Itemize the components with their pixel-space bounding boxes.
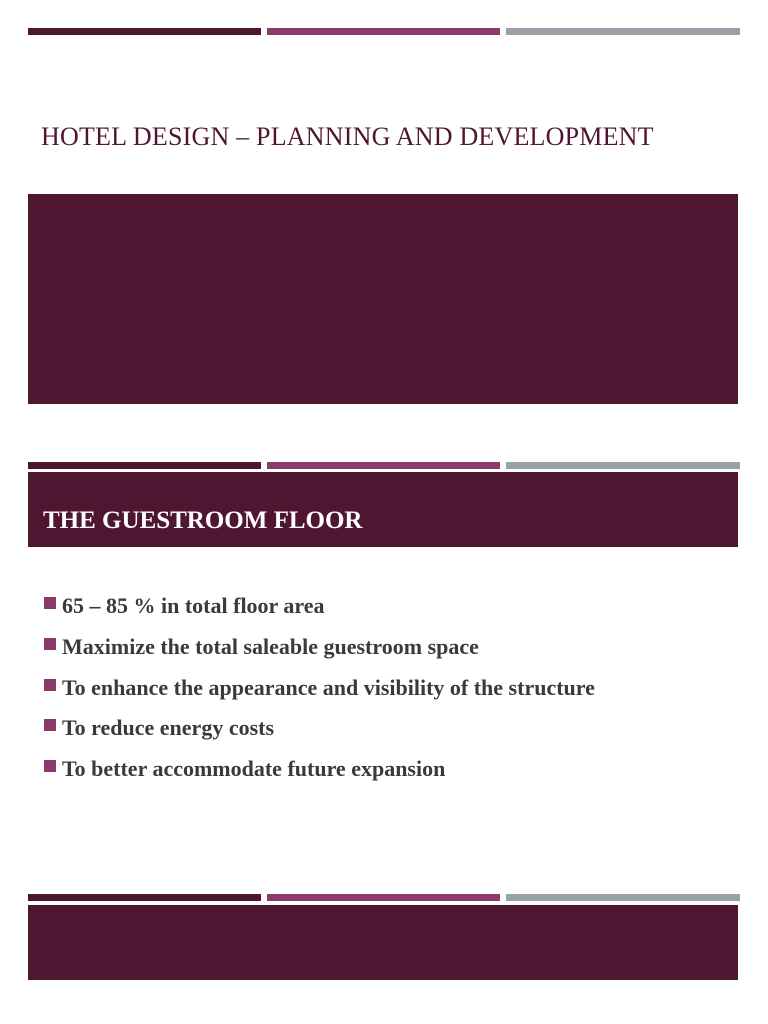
slide3-top-accent-bars [28,894,740,901]
accent-bar-dark [28,894,261,901]
slide1-title: HOTEL DESIGN – PLANNING AND DEVELOPMENT [41,122,654,151]
accent-bar-mid [267,894,500,901]
bullet-text: To enhance the appearance and visibility of the structure [62,674,595,700]
accent-bar-dark [28,28,261,35]
bullet-text: To reduce energy costs [62,715,275,741]
slide2-bullet-list [44,590,595,794]
accent-bar-gray [506,894,740,901]
bullet-item [44,631,595,672]
bullet-item [44,712,595,753]
square-bullet-icon [44,597,56,609]
bullet-item [44,753,595,794]
bullet-text: To better accommodate future expansion [62,756,446,782]
accent-bar-mid [267,462,500,469]
square-bullet-icon [44,638,56,650]
slide3-title-banner [28,905,738,980]
accent-bar-mid [267,28,500,35]
square-bullet-icon [44,719,56,731]
bullet-item [44,672,595,713]
bullet-text: Maximize the total saleable guestroom space [62,633,479,659]
slide2-title-banner [28,472,738,547]
accent-bar-gray [506,28,740,35]
accent-bar-dark [28,462,261,469]
slide2-title: THE GUESTROOM FLOOR [43,507,363,534]
square-bullet-icon [44,760,56,772]
bullet-text: 65 – 85 % in total floor area [62,593,325,618]
slide1-content-block [28,194,738,404]
accent-bar-gray [506,462,740,469]
slide1-top-accent-bars [28,28,740,35]
slide2-top-accent-bars [28,462,740,469]
bullet-item [44,590,595,631]
square-bullet-icon [44,679,56,691]
